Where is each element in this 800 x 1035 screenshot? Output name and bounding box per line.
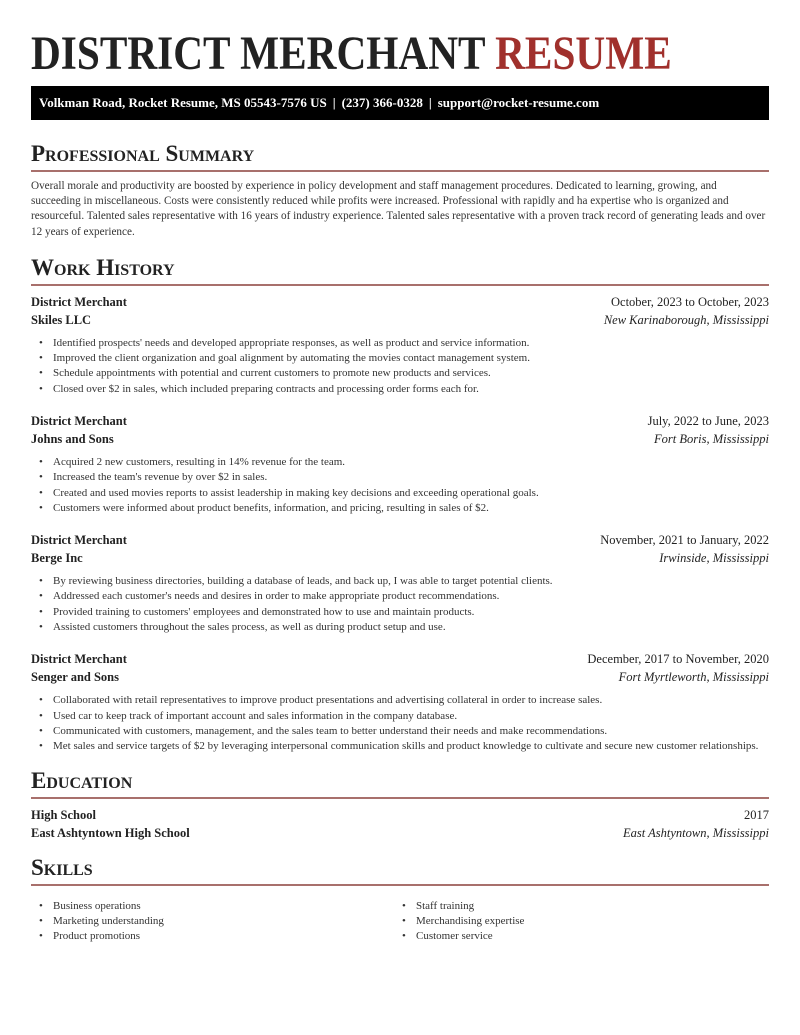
job-bullets bbox=[31, 693, 769, 754]
separator: | bbox=[428, 95, 432, 110]
title-accent: RESUME bbox=[495, 27, 672, 80]
summary-heading: Professional Summary bbox=[31, 140, 769, 172]
job-bullet: • Schedule appointments with potential and current customers to promote new products and services. bbox=[39, 366, 769, 381]
company-name: Senger and Sons bbox=[31, 670, 119, 685]
separator: | bbox=[332, 95, 336, 110]
job-bullet: • Addressed each customer's needs and desires in order to make appropriate product recommendations. bbox=[39, 589, 769, 604]
job-title: District Merchant bbox=[31, 294, 127, 309]
job-bullets bbox=[31, 574, 769, 635]
job-bullet: • Communicated with customers, management, and the sales team to better understand their needs and make recommendations. bbox=[39, 724, 769, 739]
job-dates: July, 2022 to June, 2023 bbox=[647, 414, 769, 428]
job-bullet: • By reviewing business directories, building a database of leads, and back up, I was able to target potential clients. bbox=[39, 574, 769, 589]
job-bullet: • Closed over $2 in sales, which included preparing contracts and processing order forms each for. bbox=[39, 382, 769, 397]
job-location: Fort Myrtleworth, Mississippi bbox=[618, 670, 769, 685]
summary-text: Overall morale and productivity are boosted by experience in policy development and staff management procedures. Dedicated to learning, growing, and succeeding in miscellaneous. Costs were consistently reduced while profits were increased. Professional with rapidly and ha expertise who is organized and resourceful. Talented sales representative with 16 years of industry experience. Talented sales representative with a proven track record of generating leads and over 12 years of experience. bbox=[31, 180, 766, 238]
company-name: Johns and Sons bbox=[31, 432, 114, 446]
skills-left-column bbox=[31, 899, 394, 945]
job-entry bbox=[31, 531, 769, 635]
job-bullet: • Created and used movies reports to assist leadership in making key decisions and exceeding operational goals. bbox=[39, 486, 769, 501]
job-bullet: • Used car to keep track of important account and sales information in the company database. bbox=[39, 709, 769, 724]
job-bullet: • Identified prospects' needs and developed appropriate responses, as well as product and service information. bbox=[39, 336, 769, 351]
contact-email: support@rocket-resume.com bbox=[437, 95, 600, 110]
job-dates: December, 2017 to November, 2020 bbox=[587, 652, 769, 667]
job-dates: October, 2023 to October, 2023 bbox=[611, 294, 769, 309]
job-location: New Karinaborough, Mississippi bbox=[603, 312, 769, 327]
skill-item: • Staff training bbox=[402, 899, 757, 914]
work-history-heading: Work History bbox=[31, 254, 769, 286]
job-location: Fort Boris, Mississippi bbox=[654, 432, 769, 446]
job-entry bbox=[31, 412, 769, 516]
job-location: Irwinside, Mississippi bbox=[659, 551, 769, 566]
company-name: Berge Inc bbox=[31, 551, 83, 566]
contact-bar bbox=[31, 86, 769, 120]
skill-item: • Customer service bbox=[402, 929, 757, 944]
job-title: District Merchant bbox=[31, 414, 127, 428]
job-bullet: • Provided training to customers' employees and demonstrated how to use and maintain products. bbox=[39, 605, 769, 620]
job-list bbox=[31, 293, 769, 755]
job-bullet: • Improved the client organization and goal alignment by automating the movies contact management system. bbox=[39, 351, 769, 366]
school-location: East Ashtyntown, Mississippi bbox=[623, 825, 769, 840]
title-main: DISTRICT MERCHANT bbox=[31, 27, 485, 80]
resume-title bbox=[31, 26, 672, 81]
company-name: Skiles LLC bbox=[31, 312, 92, 327]
education-entry bbox=[31, 806, 769, 842]
job-title: District Merchant bbox=[31, 533, 127, 548]
job-title: District Merchant bbox=[31, 652, 127, 667]
job-bullet: • Customers were informed about product benefits, information, and pricing, resulting in sales of $2. bbox=[39, 501, 769, 516]
job-bullets bbox=[31, 336, 769, 397]
job-bullet: • Assisted customers throughout the sales process, as well as during product setup and use. bbox=[39, 620, 769, 635]
education-heading: Education bbox=[31, 767, 769, 799]
job-bullet: • Increased the team's revenue by over $2 in sales. bbox=[39, 470, 769, 485]
skills-list bbox=[31, 893, 769, 945]
skill-item: • Merchandising expertise bbox=[402, 914, 757, 929]
skill-item: • Marketing understanding bbox=[39, 914, 394, 929]
job-bullet: • Acquired 2 new customers, resulting in 14% revenue for the team. bbox=[39, 455, 769, 470]
skill-item: • Business operations bbox=[39, 899, 394, 914]
degree: High School bbox=[31, 807, 96, 822]
job-bullet: • Collaborated with retail representatives to improve product presentations and advertising collateral in order to increase sales. bbox=[39, 693, 769, 708]
skills-heading: Skills bbox=[31, 854, 769, 886]
skill-item: • Product promotions bbox=[39, 929, 394, 944]
school-name: East Ashtyntown High School bbox=[31, 825, 190, 840]
contact-address: Volkman Road, Rocket Resume, MS 05543-7576 US bbox=[39, 95, 327, 110]
contact-phone: (237) 366-0328 bbox=[341, 95, 423, 110]
job-bullet: • Met sales and service targets of $2 by leveraging interpersonal communication skills and product knowledge to cultivate and secure new customer relationships. bbox=[39, 739, 769, 754]
job-dates: November, 2021 to January, 2022 bbox=[600, 533, 769, 548]
job-bullets bbox=[31, 455, 769, 516]
graduation-year: 2017 bbox=[744, 807, 769, 822]
skills-right-column bbox=[394, 899, 757, 945]
job-entry bbox=[31, 293, 769, 397]
job-entry bbox=[31, 650, 769, 754]
